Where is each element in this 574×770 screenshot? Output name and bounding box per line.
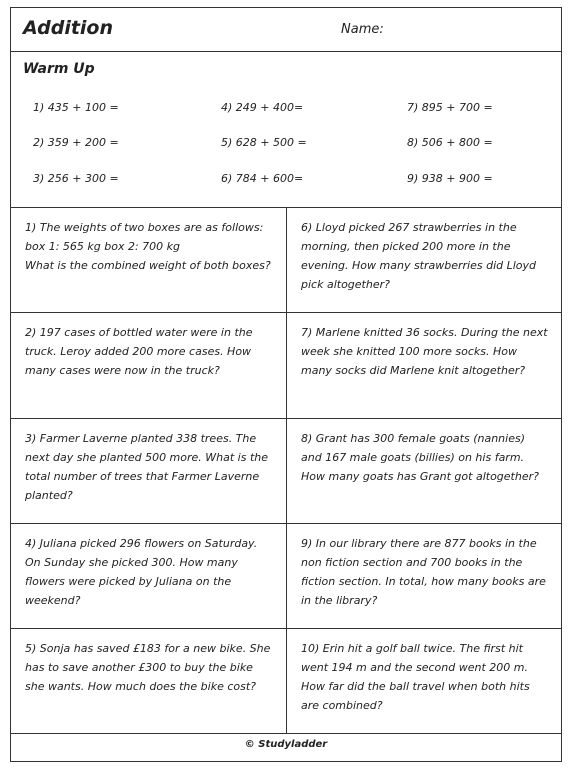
warm-up-item: 8) 506 + 800 = (407, 136, 493, 149)
warm-up-item: 1) 435 + 100 = (33, 101, 119, 114)
worksheet-title: Addition (23, 17, 114, 39)
name-label: Name: (341, 22, 384, 37)
word-problem: 1) The weights of two boxes are as follows: box 1: 565 kg box 2: 700 kg What is the combined weight of both boxes? (11, 208, 287, 313)
warm-up-item: 7) 895 + 700 = (407, 101, 493, 114)
warm-up-item: 2) 359 + 200 = (33, 136, 119, 149)
word-problem: 9) In our library there are 877 books in the non fiction section and 700 books in the fiction section. In total, how many books are in the library? (287, 524, 561, 629)
word-problems-grid (11, 208, 561, 734)
warm-up-item: 9) 938 + 900 = (407, 172, 493, 185)
word-problem: 4) Juliana picked 296 flowers on Saturday. On Sunday she picked 300. How many flowers were picked by Juliana on the weekend? (11, 524, 287, 629)
copyright-footer: © Studyladder (244, 739, 328, 750)
warm-up-item: 5) 628 + 500 = (221, 136, 307, 149)
word-problem: 6) Lloyd picked 267 strawberries in the morning, then picked 200 more in the evening. How many strawberries did Lloyd pick altogether? (287, 208, 561, 313)
word-problem: 5) Sonja has saved £183 for a new bike. She has to save another £300 to buy the bike she wants. How much does the bike cost? (11, 629, 287, 734)
worksheet-header (11, 8, 561, 52)
word-problem: 3) Farmer Laverne planted 338 trees. The next day she planted 500 more. What is the total number of trees that Farmer Laverne planted? (11, 419, 287, 524)
warm-up-item: 3) 256 + 300 = (33, 172, 119, 185)
warm-up-section (11, 52, 561, 208)
word-problem: 10) Erin hit a golf ball twice. The first hit went 194 m and the second went 200 m. How far did the ball travel when both hits are combined? (287, 629, 561, 734)
warm-up-item: 6) 784 + 600= (221, 172, 304, 185)
warm-up-title: Warm Up (23, 61, 95, 77)
word-problem: 8) Grant has 300 female goats (nannies) and 167 male goats (billies) on his farm. How many goats has Grant got altogether? (287, 419, 561, 524)
word-problem: 2) 197 cases of bottled water were in the truck. Leroy added 200 more cases. How many cases were now in the truck? (11, 313, 287, 419)
warm-up-item: 4) 249 + 400= (221, 101, 304, 114)
worksheet (10, 7, 562, 762)
word-problem: 7) Marlene knitted 36 socks. During the next week she knitted 100 more socks. How many socks did Marlene knit altogether? (287, 313, 561, 419)
